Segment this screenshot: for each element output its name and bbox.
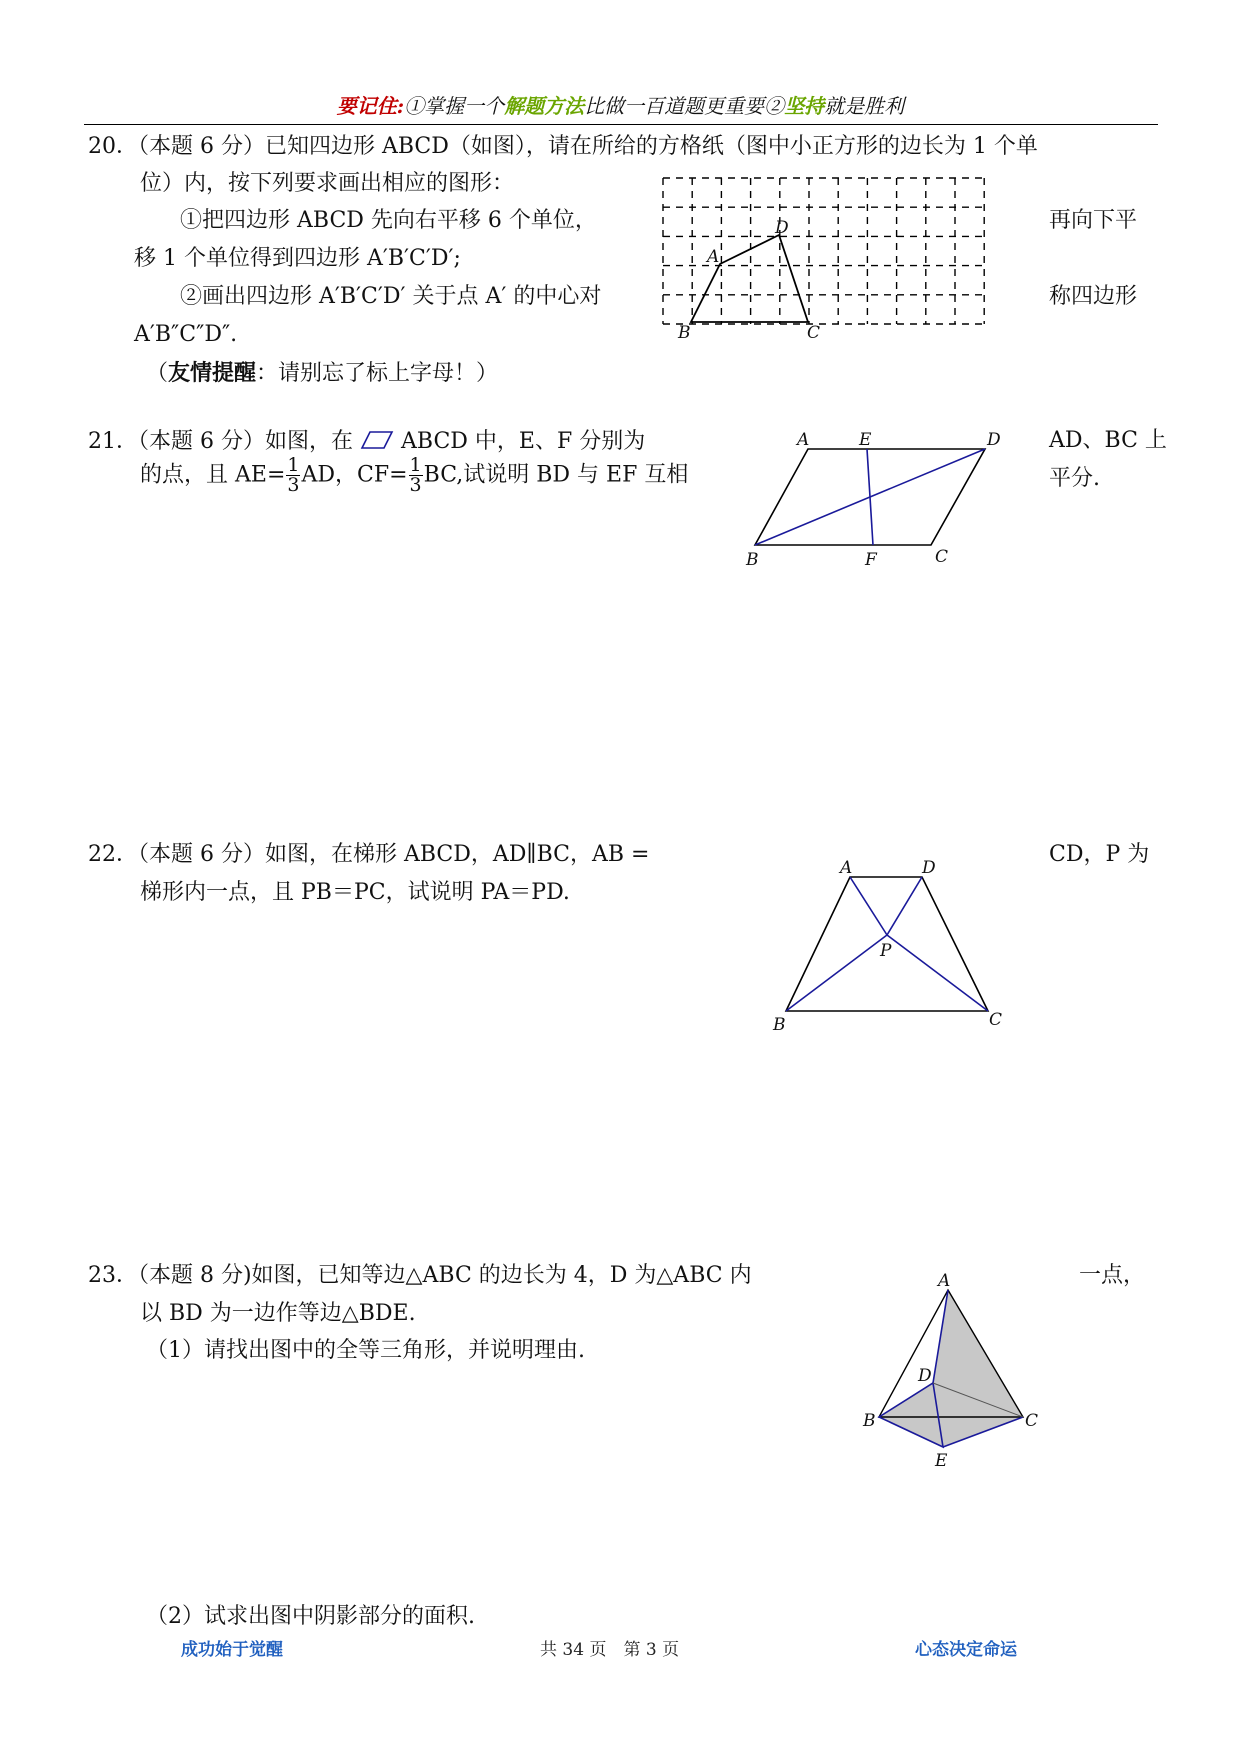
footer-page-number: 共 34 页 第 3 页 [540,1640,680,1660]
q20-line1: 20．（本题 6 分）已知四边形 ABCD（如图），请在所给的方格纸（图中小正方形的边长为 1 个单 [88,134,1038,159]
footer-left-motto: 成功始于觉醒 [181,1640,283,1660]
q20-line2: 位）内，按下列要求画出相应的图形： [140,171,515,196]
q20-label-C: C [807,323,821,343]
q23-label-E: E [935,1451,948,1470]
header-part2: 比做一百道题更重要② [584,94,785,118]
q23-label-B: B [863,1411,876,1431]
q21-line1-end: AD、BC 上 [1049,428,1167,453]
q20-line4: 移 1 个单位得到四边形 A′B′C′D′; [134,246,461,271]
header-rule [84,124,1158,125]
q23-triangle-figure [855,1270,1045,1470]
footer-right-motto: 心态决定命运 [915,1640,1017,1660]
q21-label-E: E [859,430,872,450]
q23-part1: （1）请找出图中的全等三角形，并说明理由. [146,1338,585,1363]
q21-parallelogram-figure [745,425,1015,575]
header-part1: ①掌握一个 [404,94,505,118]
q22-line1-end: CD，P 为 [1049,842,1150,867]
q23-line1: 23．（本题 8 分)如图，已知等边△ABC 的边长为 4，D 为△ABC 内 [88,1263,752,1288]
q22-label-C: C [989,1010,1003,1030]
q22-trapezoid-figure [765,855,1015,1035]
q21-segment-EF [867,449,873,545]
q23-line2: 以 BD 为一边作等边△BDE. [140,1301,416,1326]
q20-line5-end: 称四边形 [1049,284,1138,309]
page-header-motto [0,96,1241,116]
q21-fraction-1: $\frac{1}{3}$ [287,454,300,496]
q20-grid-figure [655,170,1035,360]
q22-line2: 梯形内一点，且 PB＝PC，试说明 PA＝PD. [140,880,570,905]
q20-tip-bold: 友情提醒 [168,360,257,386]
q21-label-F: F [865,550,877,570]
q23-label-D: D [918,1366,932,1386]
q21-label-D: D [987,430,1001,450]
q21-fraction-2: $\frac{1}{3}$ [409,454,422,496]
q22-label-A: A [840,858,853,878]
q20-label-B: B [678,323,691,343]
q21-label-A: A [797,430,810,450]
q22-label-P: P [880,941,892,961]
q23-part2: （2）试求出图中阴影部分的面积. [146,1604,475,1629]
header-part3: 就是胜利 [824,94,905,118]
q20-line3: ①把四边形 ABCD 先向右平移 6 个单位， [180,208,597,233]
q23-label-A: A [938,1271,951,1291]
header-highlight-2: 坚持 [784,94,825,118]
q21-line2: 的点，且 AE= $\frac{1}{3}$ AD，CF= $\frac{1}{3}$ BC,试说明 BD 与 EF 互相 [140,454,689,496]
header-prefix: 要记住: [336,94,405,118]
q20-label-D: D [775,218,789,238]
q20-tip: （友情提醒：请别忘了标上字母！） [146,360,499,386]
q20-line5: ②画出四边形 A′B′C′D′ 关于点 A′ 的中心对 [180,284,602,309]
q21-line1: 21．（本题 6 分）如图，在 ABCD 中，E、F 分别为 [88,429,646,454]
q21-label-C: C [935,547,949,567]
q22-label-D: D [922,858,936,878]
q23-line1-end: 一点， [1079,1263,1146,1288]
q20-line6: A′B″C″D″. [134,322,238,347]
q23-shaded-region [879,1290,1023,1447]
q22-line1: 22．（本题 6 分）如图，在梯形 ABCD，AD∥BC，AB = [88,842,650,867]
q23-label-C: C [1025,1411,1039,1431]
q20-label-A: A [707,247,720,267]
q21-line2-end: 平分. [1049,466,1100,491]
q20-line3-end: 再向下平 [1049,208,1138,233]
q21-label-B: B [746,550,759,570]
q22-label-B: B [773,1015,786,1035]
header-highlight-1: 解题方法 [504,94,585,118]
parallelogram-symbol-icon [360,430,394,450]
